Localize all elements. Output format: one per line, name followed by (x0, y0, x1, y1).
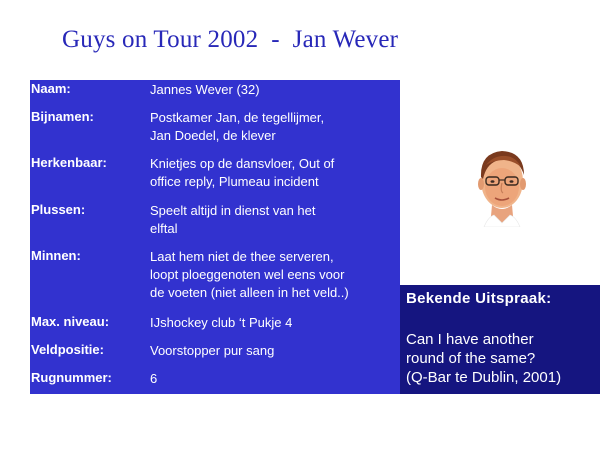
quote-line: round of the same? (406, 350, 536, 367)
value-line: Speelt altijd in dienst van het (150, 203, 316, 218)
label-bijnamen: Bijnamen: (31, 109, 94, 124)
value-line: Postkamer Jan, de tegellijmer, (150, 110, 325, 125)
value-line: office reply, Plumeau incident (150, 174, 319, 189)
value-minnen (150, 248, 395, 302)
quote-heading: Bekende Uitspraak: (406, 290, 552, 307)
value-line: Voorstopper pur sang (150, 343, 275, 358)
value-plussen (150, 202, 395, 238)
quote-box (400, 285, 600, 394)
value-line: IJshockey club ‘t Pukje 4 (150, 315, 293, 330)
value-naam (150, 81, 395, 99)
quote-text (406, 330, 561, 387)
value-line: Knietjes op de dansvloer, Out of (150, 156, 335, 171)
value-bijnamen (150, 109, 395, 145)
value-line: Jannes Wever (32) (150, 82, 260, 97)
label-max-niveau: Max. niveau: (31, 314, 110, 329)
label-rugnummer: Rugnummer: (31, 370, 112, 385)
value-veldpositie (150, 342, 395, 360)
portrait-photo (474, 143, 530, 227)
value-line: loopt ploeggenoten wel eens voor (150, 267, 345, 282)
value-max-niveau (150, 314, 395, 332)
quote-line: Can I have another (406, 331, 534, 348)
label-minnen: Minnen: (31, 248, 81, 263)
value-line: de voeten (niet alleen in het veld..) (150, 285, 349, 300)
value-line: Jan Doedel, de klever (150, 128, 276, 143)
value-line: Laat hem niet de thee serveren, (150, 249, 334, 264)
label-plussen: Plussen: (31, 202, 86, 217)
value-line: 6 (150, 371, 158, 386)
page-title: Guys on Tour 2002 - Jan Wever (62, 26, 399, 53)
value-rugnummer (150, 370, 395, 388)
profile-panel (30, 80, 400, 394)
label-herkenbaar: Herkenbaar: (31, 155, 107, 170)
value-herkenbaar (150, 155, 395, 191)
value-line: elftal (150, 221, 178, 236)
label-naam: Naam: (31, 81, 71, 96)
label-veldpositie: Veldpositie: (31, 342, 104, 357)
quote-line: (Q-Bar te Dublin, 2001) (406, 369, 562, 386)
